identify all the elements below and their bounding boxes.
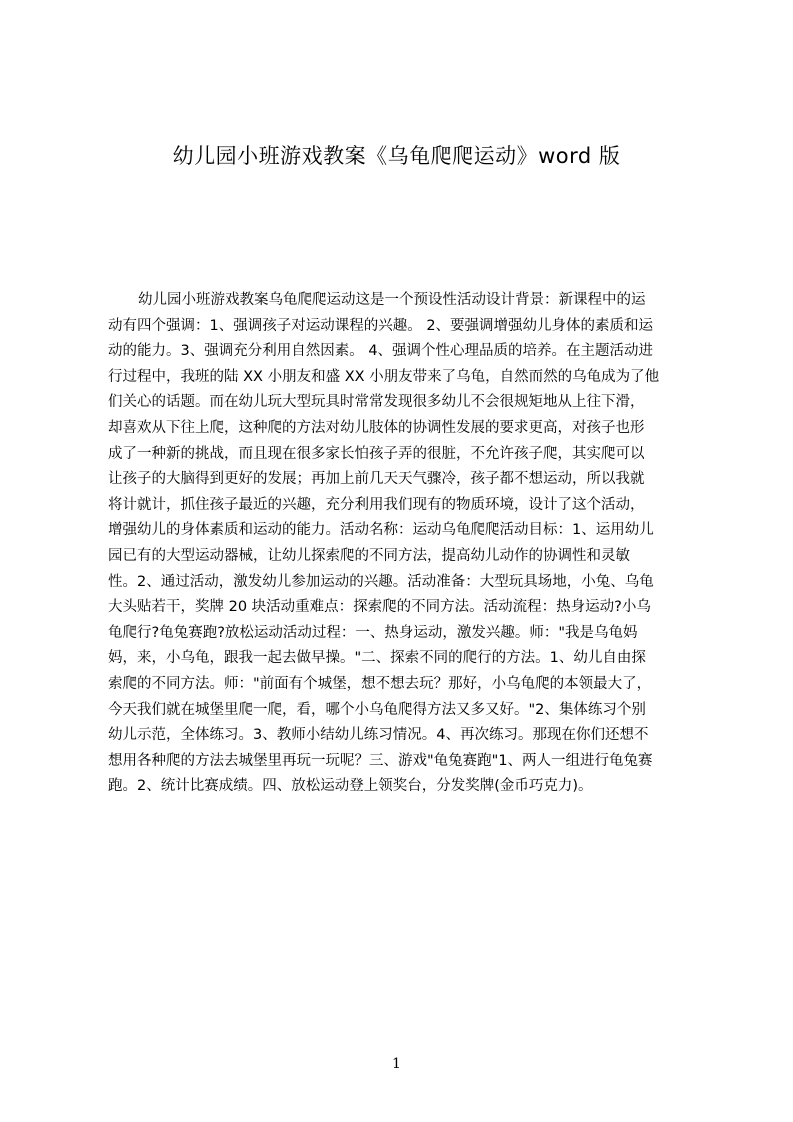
- text-line: 增强幼儿的身体素质和运动的能力。活动名称：运动乌龟爬爬活动目标：1、运用幼儿: [108, 522, 654, 539]
- text-line: 让孩子的大脑得到更好的发展；再加上前几天天气骤冷，孩子都不想运动，所以我就: [108, 471, 645, 488]
- text-line: 动有四个强调：1、强调孩子对运动课程的兴趣。 2、要强调增强幼儿身体的素质和运: [108, 317, 654, 334]
- text-line: 幼儿示范，全体练习。3、教师小结幼儿练习情况。4、再次练习。那现在你们还想不: [108, 727, 649, 744]
- text-line: 今天我们就在城堡里爬一爬，看，哪个小乌龟爬得方法又多又好。"2、集体练习个别: [108, 701, 646, 718]
- text-line: 成了一种新的挑战，而且现在很多家长怕孩子弄的很脏，不允许孩子爬，其实爬可以: [108, 445, 645, 462]
- document-title: 幼儿园小班游戏教案《乌龟爬爬运动》word 版: [172, 144, 621, 168]
- text-line: 性。2、通过活动，激发幼儿参加运动的兴趣。活动准备：大型玩具场地，小兔、乌龟: [108, 573, 654, 590]
- text-line: 动的能力。3、强调充分利用自然因素。 4、强调个性心理品质的培养。在主题活动进: [108, 343, 654, 360]
- text-line: 行过程中，我班的陆 XX 小朋友和盛 XX 小朋友带来了乌龟，自然而然的乌龟成为了他: [108, 368, 660, 385]
- text-line: 大头贴若干，奖牌 20 块活动重难点：探索爬的不同方法。活动流程：热身运动?小乌: [108, 599, 651, 616]
- text-line: 妈，来，小乌龟，跟我一起去做早操。"二、探索不同的爬行的方法。1、幼儿自由探: [108, 650, 646, 667]
- text-line: 想用各种爬的方法去城堡里再玩一玩呢？三、游戏"龟兔赛跑"1、两人一组进行龟兔赛: [108, 752, 653, 769]
- document-body: [108, 288, 698, 828]
- page-number: 1: [392, 1056, 401, 1072]
- text-line: 园已有的大型运动器械，让幼儿探索爬的不同方法，提高幼儿动作的协调性和灵敏: [108, 547, 630, 564]
- text-line: 龟爬行?龟兔赛跑?放松运动活动过程：一、热身运动，激发兴趣。师："我是乌龟妈: [108, 624, 638, 641]
- text-line: 们关心的话题。而在幼儿玩大型玩具时常常发现很多幼儿不会很规矩地从上往下滑，: [108, 394, 645, 411]
- text-line: 幼儿园小班游戏教案乌龟爬爬运动这是一个预设性活动设计背景：新课程中的运: [138, 292, 646, 308]
- text-line: 将计就计，抓住孩子最近的兴趣，充分利用我们现有的物质环境，设计了这个活动，: [108, 496, 645, 513]
- text-line: 索爬的不同方法。师："前面有个城堡，想不想去玩？那好，小乌龟爬的本领最大了，: [108, 675, 652, 692]
- text-line: 跑。2、统计比赛成绩。四、放松运动登上领奖台，分发奖牌(金币巧克力)。: [108, 778, 593, 795]
- text-line: 却喜欢从下往上爬，这种爬的方法对幼儿肢体的协调性发展的要求更高，对孩子也形: [108, 419, 645, 436]
